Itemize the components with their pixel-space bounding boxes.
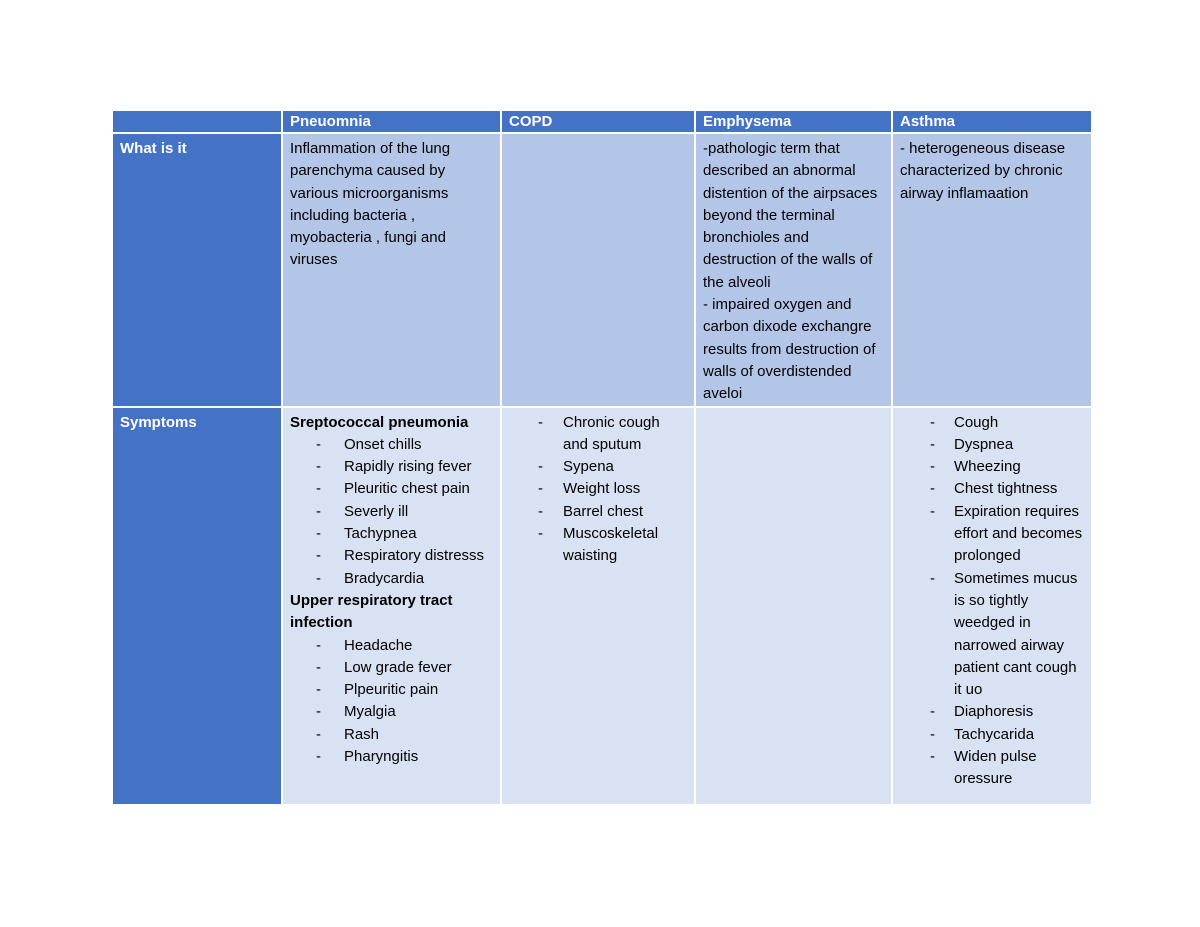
asthma-symptoms-list: [900, 412, 1084, 791]
list-item: - Low grade fever: [290, 657, 493, 679]
pneumonia-group1-title: Sreptococcal pneumonia: [290, 413, 469, 431]
cell-copd-definition: [501, 133, 695, 407]
pneumonia-group2-list: [290, 635, 493, 769]
list-item: - Chronic cough and sputum: [509, 412, 687, 457]
list-item: - Diaphoresis: [900, 701, 1084, 723]
comparison-table: [111, 109, 1093, 806]
list-item: - Weight loss: [509, 478, 687, 500]
cell-emphysema-symptoms: [695, 407, 892, 805]
cell-asthma-symptoms: [892, 407, 1092, 805]
list-item: - Chest tightness: [900, 478, 1084, 500]
table-row-what-is-it: [112, 133, 1092, 407]
cell-copd-symptoms: [501, 407, 695, 805]
list-item: - Sypena: [509, 456, 687, 478]
list-item: - Respiratory distresss: [290, 545, 493, 567]
list-item: - Pleuritic chest pain: [290, 478, 493, 500]
list-item: - Wheezing: [900, 456, 1084, 478]
list-item: - Tachycarida: [900, 724, 1084, 746]
row-label-what-is-it: What is it: [112, 133, 282, 407]
list-item: - Tachypnea: [290, 523, 493, 545]
emphysema-definition-line-2: - impaired oxygen and carbon dixode exchangre results from destruction of walls of overdistended aveloi: [703, 296, 876, 403]
list-item: - Rapidly rising fever: [290, 456, 493, 478]
emphysema-definition-line-1: -pathologic term that described an abnormal distention of the airpsaces beyond the terminal bronchioles and destruction of the walls of the alveoli: [703, 140, 878, 291]
header-copd: COPD: [501, 110, 695, 133]
list-item: - Dyspnea: [900, 434, 1084, 456]
list-item: - Expiration requires effort and becomes prolonged: [900, 501, 1084, 568]
list-item: - Severly ill: [290, 501, 493, 523]
list-item: - Rash: [290, 724, 493, 746]
list-item: - Pharyngitis: [290, 746, 493, 768]
pneumonia-group1-list: [290, 434, 493, 590]
list-item: - Headache: [290, 635, 493, 657]
header-corner: [112, 110, 282, 133]
pneumonia-group2-title: Upper respiratory tract infection: [290, 591, 453, 632]
header-emphysema: Emphysema: [695, 110, 892, 133]
list-item: - Sometimes mucus is so tightly weedged in narrowed airway patient cant cough it uo: [900, 568, 1084, 702]
header-asthma: Asthma: [892, 110, 1092, 133]
list-item: - Barrel chest: [509, 501, 687, 523]
list-item: - Widen pulse oressure: [900, 746, 1084, 791]
copd-symptoms-list: [509, 412, 687, 568]
header-pneumonia: Pneuomnia: [282, 110, 501, 133]
list-item: - Cough: [900, 412, 1084, 434]
list-item: - Onset chills: [290, 434, 493, 456]
cell-pneumonia-symptoms: [282, 407, 501, 805]
cell-asthma-definition: - heterogeneous disease characterized by chronic airway inflamaation: [892, 133, 1092, 407]
header-row: [112, 110, 1092, 133]
cell-pneumonia-definition: Inflammation of the lung parenchyma caused by various microorganisms including bacteria , myobacteria , fungi and viruses: [282, 133, 501, 407]
cell-emphysema-definition: [695, 133, 892, 407]
row-label-symptoms: Symptoms: [112, 407, 282, 805]
list-item: - Muscoskeletal waisting: [509, 523, 687, 568]
list-item: - Plpeuritic pain: [290, 679, 493, 701]
table-row-symptoms: [112, 407, 1092, 805]
list-item: - Bradycardia: [290, 568, 493, 590]
list-item: - Myalgia: [290, 701, 493, 723]
